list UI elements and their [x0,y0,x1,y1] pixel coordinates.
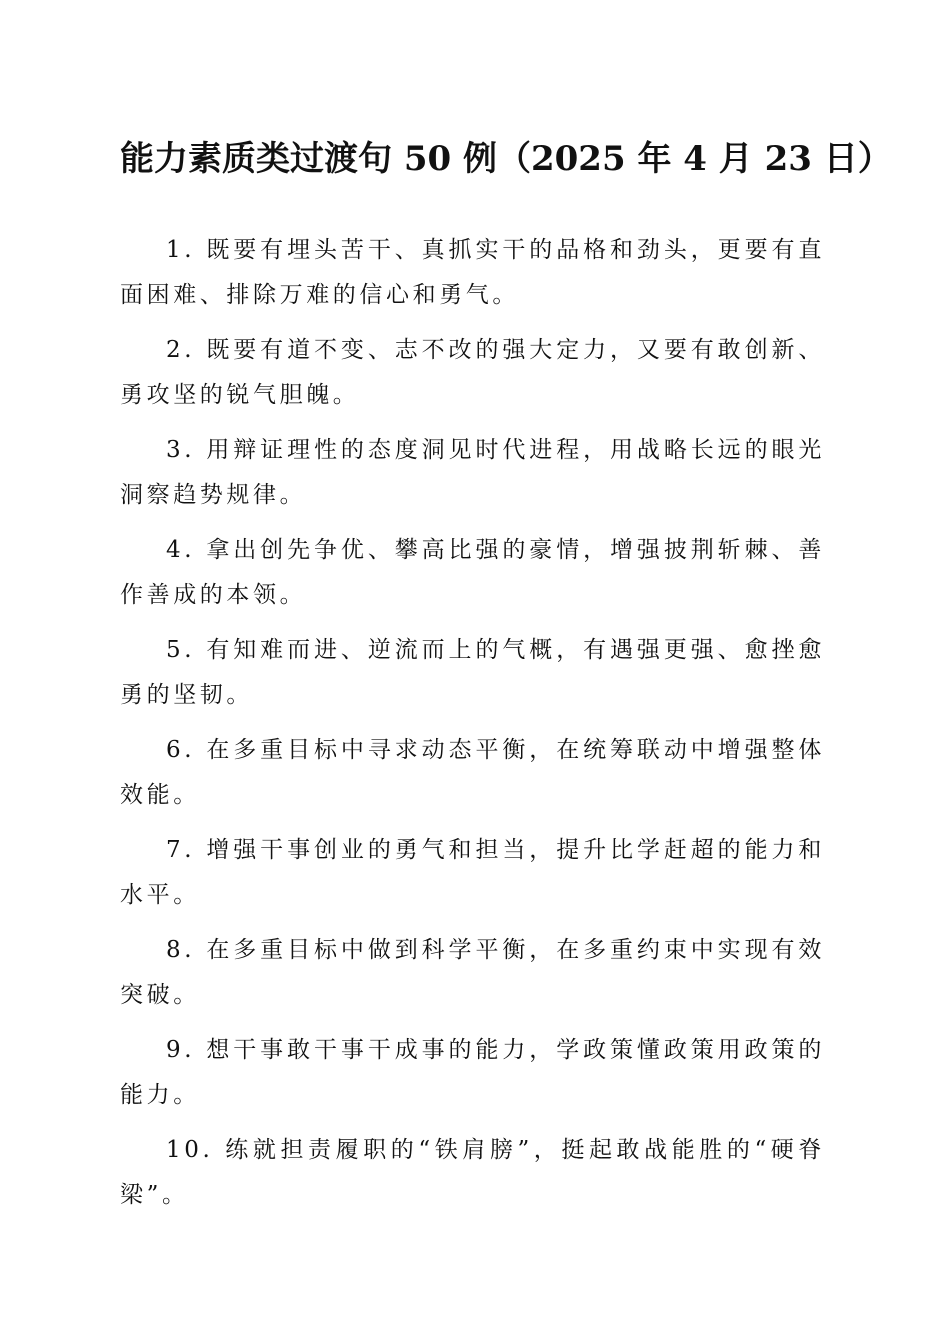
paragraph: 7. 增强干事创业的勇气和担当，提升比学赶超的能力和水平。 [120,837,825,908]
paragraph: 3. 用辩证理性的态度洞见时代进程，用战略长远的眼光洞察趋势规律。 [120,437,825,508]
paragraph: 2. 既要有道不变、志不改的强大定力，又要有敢创新、勇攻坚的锐气胆魄。 [120,337,825,408]
paragraph: 6. 在多重目标中寻求动态平衡，在统筹联动中增强整体效能。 [120,737,825,808]
document-title: 能力素质类过渡句 50 例（2025 年 4 月 23 日） [120,139,892,179]
paragraph: 1. 既要有埋头苦干、真抓实干的品格和劲头，更要有直面困难、排除万难的信心和勇气。 [120,237,825,308]
paragraph: 5. 有知难而进、逆流而上的气概，有遇强更强、愈挫愈勇的坚韧。 [120,637,825,708]
paragraph: 4. 拿出创先争优、攀高比强的豪情，增强披荆斩棘、善作善成的本领。 [120,537,825,608]
paragraph: 9. 想干事敢干事干成事的能力，学政策懂政策用政策的能力。 [120,1037,825,1108]
paragraph: 10. 练就担责履职的“铁肩膀”，挺起敢战能胜的“硬脊梁”。 [120,1137,825,1208]
document-body [120,228,825,1228]
paragraph: 8. 在多重目标中做到科学平衡，在多重约束中实现有效突破。 [120,937,825,1008]
